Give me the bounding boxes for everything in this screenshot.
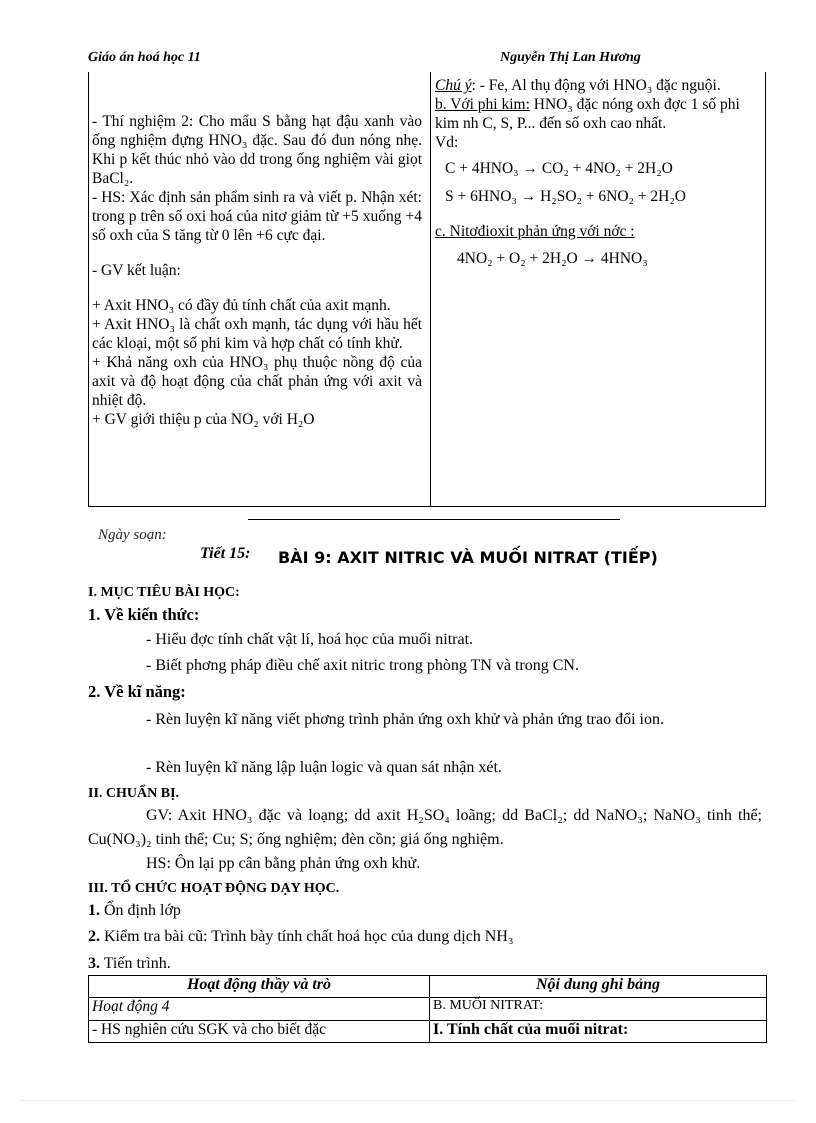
separator-line (248, 519, 620, 520)
chuan-bi-gv: GV: Axit HNO₃ đặc và loạng; dd axit H₂SO₄ loãng; dd BaCl₂; dd NaNO₃; NaNO₃ tinh thể; Cu(NO₃)₂ tinh thể; Cu; S; ống nghiệm; đèn cồn; giá ống nghiệm. (88, 807, 762, 848)
header-hoat-dong: Hoạt động thầy và trò (89, 976, 430, 998)
chuan-bi-hs: HS: Ôn lại pp cân bằng phản ứng oxh khử. (146, 855, 421, 872)
cell-hoat-dong-4: Hoạt động 4 (89, 998, 430, 1020)
step-1: 1. Ổn định lớp (88, 902, 181, 919)
cell-hs-nghien-cuu: - HS nghiên cứu SGK và cho biết đặc (89, 1020, 430, 1042)
subsection-kien-thuc: 1. Về kiến thức: (88, 605, 200, 624)
vd-label: Vd: (435, 134, 459, 151)
para-axit-manh: + Axit HNO₃ có đầy đủ tính chất của axit mạnh. (92, 297, 391, 314)
subsection-ki-nang: 2. Về kĩ năng: (88, 682, 186, 701)
section-to-chuc: III. TỔ CHỨC HOẠT ĐỘNG DẠY HỌC. (88, 881, 340, 896)
section-muc-tieu: I. MỤC TIÊU BÀI HỌC: (88, 585, 240, 600)
step-3: 3. Tiến trình. (88, 955, 171, 972)
note-chu-y: Chú ý: - Fe, Al thụ động với HNO₃ đặc nguội. (435, 77, 721, 94)
kn-item-1: - Rèn luyện kĩ năng viết phơng trình phản ứng oxh khử và phản ứng trao đổi ion. (146, 711, 664, 728)
top-table (88, 72, 766, 507)
para-gv-ket-luan: - GV kết luận: (92, 262, 181, 279)
table-row (89, 1020, 767, 1042)
column-divider (430, 72, 431, 506)
para-thi-nghiem-2: - Thí nghiệm 2: Cho mẩu S bằng hạt đậu xanh vào ống nghiệm đựng HNO₃ đặc. Sau đó đun nóng nhẹ. Khi p kết thúc nhỏ vào dd trong ống nghiệm vài giọt BaCl₂. (92, 113, 422, 187)
header-noi-dung: Nội dung ghi bảng (430, 976, 767, 998)
ngay-soan: Ngày soạn: (98, 527, 167, 543)
equation-no2: 4NO₂ + O₂ + 2H₂O → 4HNO₃ (457, 250, 648, 267)
content-column (435, 76, 761, 268)
header-left: Giáo án hoá học 11 (88, 50, 201, 65)
cell-tinh-chat: I. Tính chất của muối nitrat: (430, 1020, 767, 1042)
step-2: 2. Kiểm tra bài cũ: Trình bày tính chất hoá học của dung dịch NH₃ (88, 928, 514, 945)
kt-item-1: - Hiểu đợc tính chất vật lí, hoá học của muối nitrat. (146, 631, 474, 648)
lesson-title: BÀI 9: AXIT NITRIC VÀ MUỐI NITRAT (TIẾP) (278, 548, 658, 567)
para-chat-oxh: + Axit HNO₃ là chất oxh mạnh, tác dụng với hầu hết các kloại, một số phi kim và hợp chất có tính khử. (92, 316, 422, 352)
section-chuan-bi: II. CHUẨN BỊ. (88, 786, 180, 801)
activity-table (88, 975, 767, 1043)
header-right: Nguyễn Thị Lan Hương (500, 50, 641, 65)
para-gv-gioi-thieu: + GV giới thiệu p của NO₂ với H₂O (92, 411, 315, 428)
para-kha-nang-oxh: + Khả năng oxh của HNO₃ phụ thuộc nồng độ của axit và độ hoạt động của chất phản ứng với axit và nhiệt độ. (92, 354, 422, 409)
cell-muoi-nitrat: B. MUỐI NITRAT: (430, 998, 767, 1020)
para-hs-xac-dinh: - HS: Xác định sản phẩm sinh ra và viết p. Nhận xét: trong p trên số oxi hoá của nitơ giảm từ +5 xuống +4 số oxh của S tăng từ 0 lên +6 cực đại. (92, 189, 422, 244)
tiet-label: Tiết 15: (200, 545, 251, 562)
kt-item-2: - Biết phơng pháp điều chế axit nitric trong phòng TN và trong CN. (146, 657, 579, 674)
page-bottom-dotted-line (20, 1100, 796, 1101)
kn-item-2: - Rèn luyện kĩ năng lập luận logic và quan sát nhận xét. (146, 759, 502, 776)
note-nitodioxit: c. Nitơđioxit phản ứng với nớc : (435, 223, 635, 240)
equation-c: C + 4HNO₃ → CO₂ + 4NO₂ + 2H₂O (445, 160, 673, 177)
note-phi-kim: b. Với phi kim: HNO₃ đặc nóng oxh đợc 1 số phi kim nh C, S, P... đến số oxh cao nhất. (435, 96, 740, 132)
table-row (89, 998, 767, 1020)
activity-column (92, 112, 422, 429)
table-header-row (89, 976, 767, 998)
equation-s: S + 6HNO₃ → H₂SO₂ + 6NO₂ + 2H₂O (445, 188, 686, 205)
